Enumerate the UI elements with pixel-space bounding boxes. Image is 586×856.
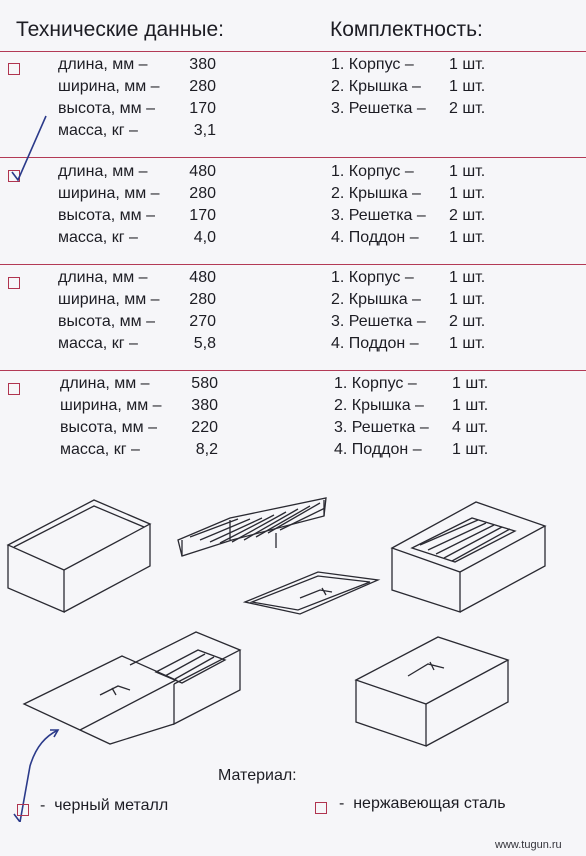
- specs-title: Технические данные:: [16, 18, 224, 41]
- kit-title: Комплектность:: [330, 18, 483, 41]
- kit-item-qty: 1 шт.: [452, 397, 489, 414]
- spec-value: 8,2: [195, 441, 218, 458]
- lid-drawing: [245, 572, 378, 614]
- spec-label: длина, мм –: [60, 375, 150, 392]
- kit-item-name: 3. Решетка –: [331, 313, 426, 330]
- kit-item-name: 4. Поддон –: [331, 335, 419, 352]
- spec-value: 170: [189, 207, 216, 224]
- kit-item-name: 4. Поддон –: [331, 229, 419, 246]
- spec-value: 280: [189, 78, 216, 95]
- kit-item-qty: 1 шт.: [449, 185, 486, 202]
- kit-item-name: 1. Корпус –: [334, 375, 417, 392]
- spec-label: длина, мм –: [58, 269, 148, 286]
- kit-item-name: 2. Крышка –: [331, 185, 421, 202]
- material-option-label: черный металл: [54, 797, 169, 814]
- kit-item-qty: 1 шт.: [449, 291, 486, 308]
- spec-label: масса, кг –: [58, 335, 138, 352]
- kit-item-qty: 1 шт.: [449, 163, 486, 180]
- spec-value: 380: [191, 397, 218, 414]
- kit-item-qty: 2 шт.: [449, 207, 486, 224]
- spec-label: длина, мм –: [58, 163, 148, 180]
- kit-item-name: 2. Крышка –: [331, 291, 421, 308]
- spec-label: масса, кг –: [58, 229, 138, 246]
- spec-value: 280: [189, 291, 216, 308]
- kit-item-qty: 1 шт.: [452, 441, 489, 458]
- kit-item-name: 3. Решетка –: [331, 100, 426, 117]
- kit-item-name: 2. Крышка –: [331, 78, 421, 95]
- kit-item-name: 2. Крышка –: [334, 397, 424, 414]
- spec-value: 170: [189, 100, 216, 117]
- spec-value: 580: [191, 375, 218, 392]
- spec-value: 480: [189, 269, 216, 286]
- spec-label: высота, мм –: [58, 313, 156, 330]
- material-option-label: нержавеющая сталь: [353, 795, 506, 812]
- spec-label: ширина, мм –: [58, 185, 160, 202]
- kit-item-qty: 2 шт.: [449, 313, 486, 330]
- material-stainless-label: - нержавеющая сталь: [339, 795, 506, 812]
- spec-value: 480: [189, 163, 216, 180]
- spec-value: 5,8: [193, 335, 216, 352]
- kit-item-name: 4. Поддон –: [334, 441, 422, 458]
- kit-item-qty: 4 шт.: [452, 419, 489, 436]
- spec-value: 280: [189, 185, 216, 202]
- material-black-metal-checkbox[interactable]: [17, 804, 29, 816]
- kit-item-qty: 1 шт.: [449, 269, 486, 286]
- spec-label: масса, кг –: [58, 122, 138, 139]
- pen-check-mark-icon: [0, 110, 60, 190]
- kit-item-name: 1. Корпус –: [331, 163, 414, 180]
- kit-item-qty: 1 шт.: [452, 375, 489, 392]
- spec-value: 380: [189, 56, 216, 73]
- kit-item-qty: 1 шт.: [449, 229, 486, 246]
- spec-value: 220: [191, 419, 218, 436]
- spec-label: ширина, мм –: [60, 397, 162, 414]
- spec-value: 4,0: [193, 229, 216, 246]
- spec-label: длина, мм –: [58, 56, 148, 73]
- kit-item-qty: 2 шт.: [449, 100, 486, 117]
- box-with-grate-drawing: [392, 502, 545, 612]
- spec-label: высота, мм –: [60, 419, 158, 436]
- site-watermark: www.tugun.ru: [495, 839, 562, 851]
- spec-value: 270: [189, 313, 216, 330]
- kit-item-qty: 1 шт.: [449, 78, 486, 95]
- kit-item-qty: 1 шт.: [449, 56, 486, 73]
- spec-label: высота, мм –: [58, 207, 156, 224]
- spec-value: 3,1: [193, 122, 216, 139]
- spec-label: ширина, мм –: [58, 78, 160, 95]
- spec-label: высота, мм –: [58, 100, 156, 117]
- kit-item-qty: 1 шт.: [449, 335, 486, 352]
- open-box-drawing: [8, 500, 150, 612]
- kit-item-name: 3. Решетка –: [331, 207, 426, 224]
- closed-box-drawing: [356, 637, 508, 746]
- spec-label: ширина, мм –: [58, 291, 160, 308]
- kit-item-name: 3. Решетка –: [334, 419, 429, 436]
- material-black-metal-label: - черный металл: [40, 797, 169, 814]
- kit-item-name: 1. Корпус –: [331, 56, 414, 73]
- spec-label: масса, кг –: [60, 441, 140, 458]
- grate-drawing: [178, 498, 326, 556]
- material-title: Материал:: [218, 767, 297, 784]
- material-stainless-checkbox[interactable]: [315, 802, 327, 814]
- kit-item-name: 1. Корпус –: [331, 269, 414, 286]
